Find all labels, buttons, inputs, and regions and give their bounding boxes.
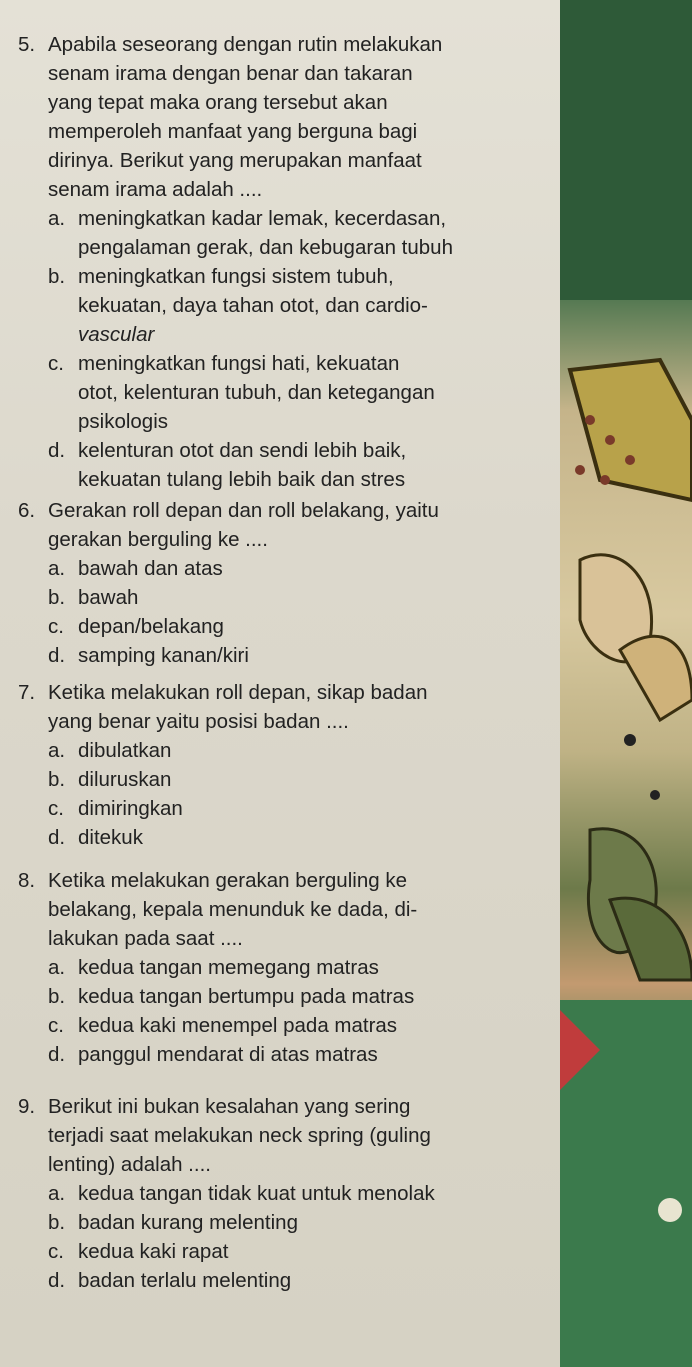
option-text: badan kurang melenting bbox=[78, 1211, 298, 1234]
question-stem: Ketika melakukan roll depan, sikap badan bbox=[48, 681, 428, 704]
option-text: kedua kaki rapat bbox=[78, 1240, 229, 1263]
question-stem: Ketika melakukan gerakan berguling ke bbox=[48, 869, 407, 892]
option-letter: a. bbox=[48, 739, 66, 762]
question-stem: memperoleh manfaat yang berguna bagi bbox=[48, 120, 418, 143]
option-text: vascular bbox=[78, 323, 155, 346]
option-text: kekuatan tulang lebih baik dan stres bbox=[78, 468, 406, 491]
question-stem: yang tepat maka orang tersebut akan bbox=[48, 91, 388, 114]
option-b[interactable] bbox=[18, 262, 453, 291]
question-number: 7. bbox=[18, 681, 36, 704]
option-text: kedua tangan bertumpu pada matras bbox=[78, 985, 415, 1008]
decorative-illustration bbox=[560, 0, 692, 1367]
question-5 bbox=[18, 30, 453, 494]
option-text: psikologis bbox=[78, 410, 169, 433]
option-text: kedua tangan tidak kuat untuk menolak bbox=[78, 1182, 435, 1205]
option-text: kedua tangan memegang matras bbox=[78, 956, 379, 979]
option-letter: d. bbox=[48, 1043, 66, 1066]
option-b[interactable] bbox=[18, 982, 417, 1011]
question-6 bbox=[18, 496, 439, 670]
question-stem: gerakan berguling ke .... bbox=[48, 528, 268, 551]
question-number: 6. bbox=[18, 499, 36, 522]
option-text: bawah dan atas bbox=[78, 557, 223, 580]
option-letter: d. bbox=[48, 826, 66, 849]
question-9 bbox=[18, 1092, 435, 1295]
option-d[interactable] bbox=[18, 1266, 435, 1295]
option-c[interactable] bbox=[18, 612, 439, 641]
option-letter: a. bbox=[48, 1182, 66, 1205]
option-text: panggul mendarat di atas matras bbox=[78, 1043, 378, 1066]
option-b[interactable] bbox=[18, 1208, 435, 1237]
option-text: kelenturan otot dan sendi lebih baik, bbox=[78, 439, 407, 462]
question-stem: lakukan pada saat .... bbox=[48, 927, 243, 950]
option-text: meningkatkan kadar lemak, kecerdasan, bbox=[78, 207, 447, 230]
option-a[interactable] bbox=[18, 1179, 435, 1208]
option-text: pengalaman gerak, dan kebugaran tubuh bbox=[78, 236, 453, 259]
illustration-graphic bbox=[560, 0, 692, 1367]
question-stem: Berikut ini bukan kesalahan yang sering bbox=[48, 1095, 411, 1118]
option-letter: c. bbox=[48, 797, 64, 820]
option-letter: b. bbox=[48, 1211, 66, 1234]
question-stem: Apabila seseorang dengan rutin melakukan bbox=[48, 33, 443, 56]
question-stem: lenting) adalah .... bbox=[48, 1153, 211, 1176]
option-c[interactable] bbox=[18, 794, 428, 823]
option-text: dimiringkan bbox=[78, 797, 183, 820]
question-number: 5. bbox=[18, 33, 36, 56]
option-letter: d. bbox=[48, 644, 66, 667]
option-text: kedua kaki menempel pada matras bbox=[78, 1014, 398, 1037]
option-letter: a. bbox=[48, 557, 66, 580]
option-letter: b. bbox=[48, 265, 66, 288]
option-letter: d. bbox=[48, 439, 66, 462]
option-letter: b. bbox=[48, 586, 66, 609]
option-text: bawah bbox=[78, 586, 139, 609]
option-a[interactable] bbox=[18, 554, 439, 583]
question-8 bbox=[18, 866, 417, 1069]
option-text: otot, kelenturan tubuh, dan ketegangan bbox=[78, 381, 435, 404]
question-stem: belakang, kepala menunduk ke dada, di- bbox=[48, 898, 418, 921]
option-letter: b. bbox=[48, 768, 66, 791]
option-letter: a. bbox=[48, 207, 66, 230]
question-stem: Gerakan roll depan dan roll belakang, yaitu bbox=[48, 499, 439, 522]
option-letter: c. bbox=[48, 615, 64, 638]
question-stem: dirinya. Berikut yang merupakan manfaat bbox=[48, 149, 422, 172]
option-letter: a. bbox=[48, 956, 66, 979]
option-a[interactable] bbox=[18, 204, 453, 233]
option-text: diluruskan bbox=[78, 768, 172, 791]
question-number: 8. bbox=[18, 869, 36, 892]
option-text: badan terlalu melenting bbox=[78, 1269, 292, 1292]
option-d[interactable] bbox=[18, 436, 453, 465]
option-letter: c. bbox=[48, 1014, 64, 1037]
option-c[interactable] bbox=[18, 349, 453, 378]
question-number: 9. bbox=[18, 1095, 36, 1118]
option-letter: b. bbox=[48, 985, 66, 1008]
option-letter: c. bbox=[48, 1240, 64, 1263]
option-b[interactable] bbox=[18, 583, 439, 612]
option-c[interactable] bbox=[18, 1011, 417, 1040]
option-d[interactable] bbox=[18, 823, 428, 852]
option-text: meningkatkan fungsi sistem tubuh, bbox=[78, 265, 394, 288]
option-text: ditekuk bbox=[78, 826, 143, 849]
question-stem: senam irama adalah .... bbox=[48, 178, 263, 201]
option-letter: d. bbox=[48, 1269, 66, 1292]
option-b[interactable] bbox=[18, 765, 428, 794]
question-stem: senam irama dengan benar dan takaran bbox=[48, 62, 413, 85]
option-text: samping kanan/kiri bbox=[78, 644, 249, 667]
option-text: depan/belakang bbox=[78, 615, 224, 638]
option-a[interactable] bbox=[18, 736, 428, 765]
question-stem: yang benar yaitu posisi badan .... bbox=[48, 710, 349, 733]
option-text: kekuatan, daya tahan otot, dan cardio- bbox=[78, 294, 428, 317]
option-a[interactable] bbox=[18, 953, 417, 982]
option-letter: c. bbox=[48, 352, 64, 375]
option-d[interactable] bbox=[18, 1040, 417, 1069]
question-7 bbox=[18, 678, 428, 852]
option-c[interactable] bbox=[18, 1237, 435, 1266]
option-text: dibulatkan bbox=[78, 739, 172, 762]
option-text: meningkatkan fungsi hati, kekuatan bbox=[78, 352, 400, 375]
option-d[interactable] bbox=[18, 641, 439, 670]
question-stem: terjadi saat melakukan neck spring (guling bbox=[48, 1124, 431, 1147]
